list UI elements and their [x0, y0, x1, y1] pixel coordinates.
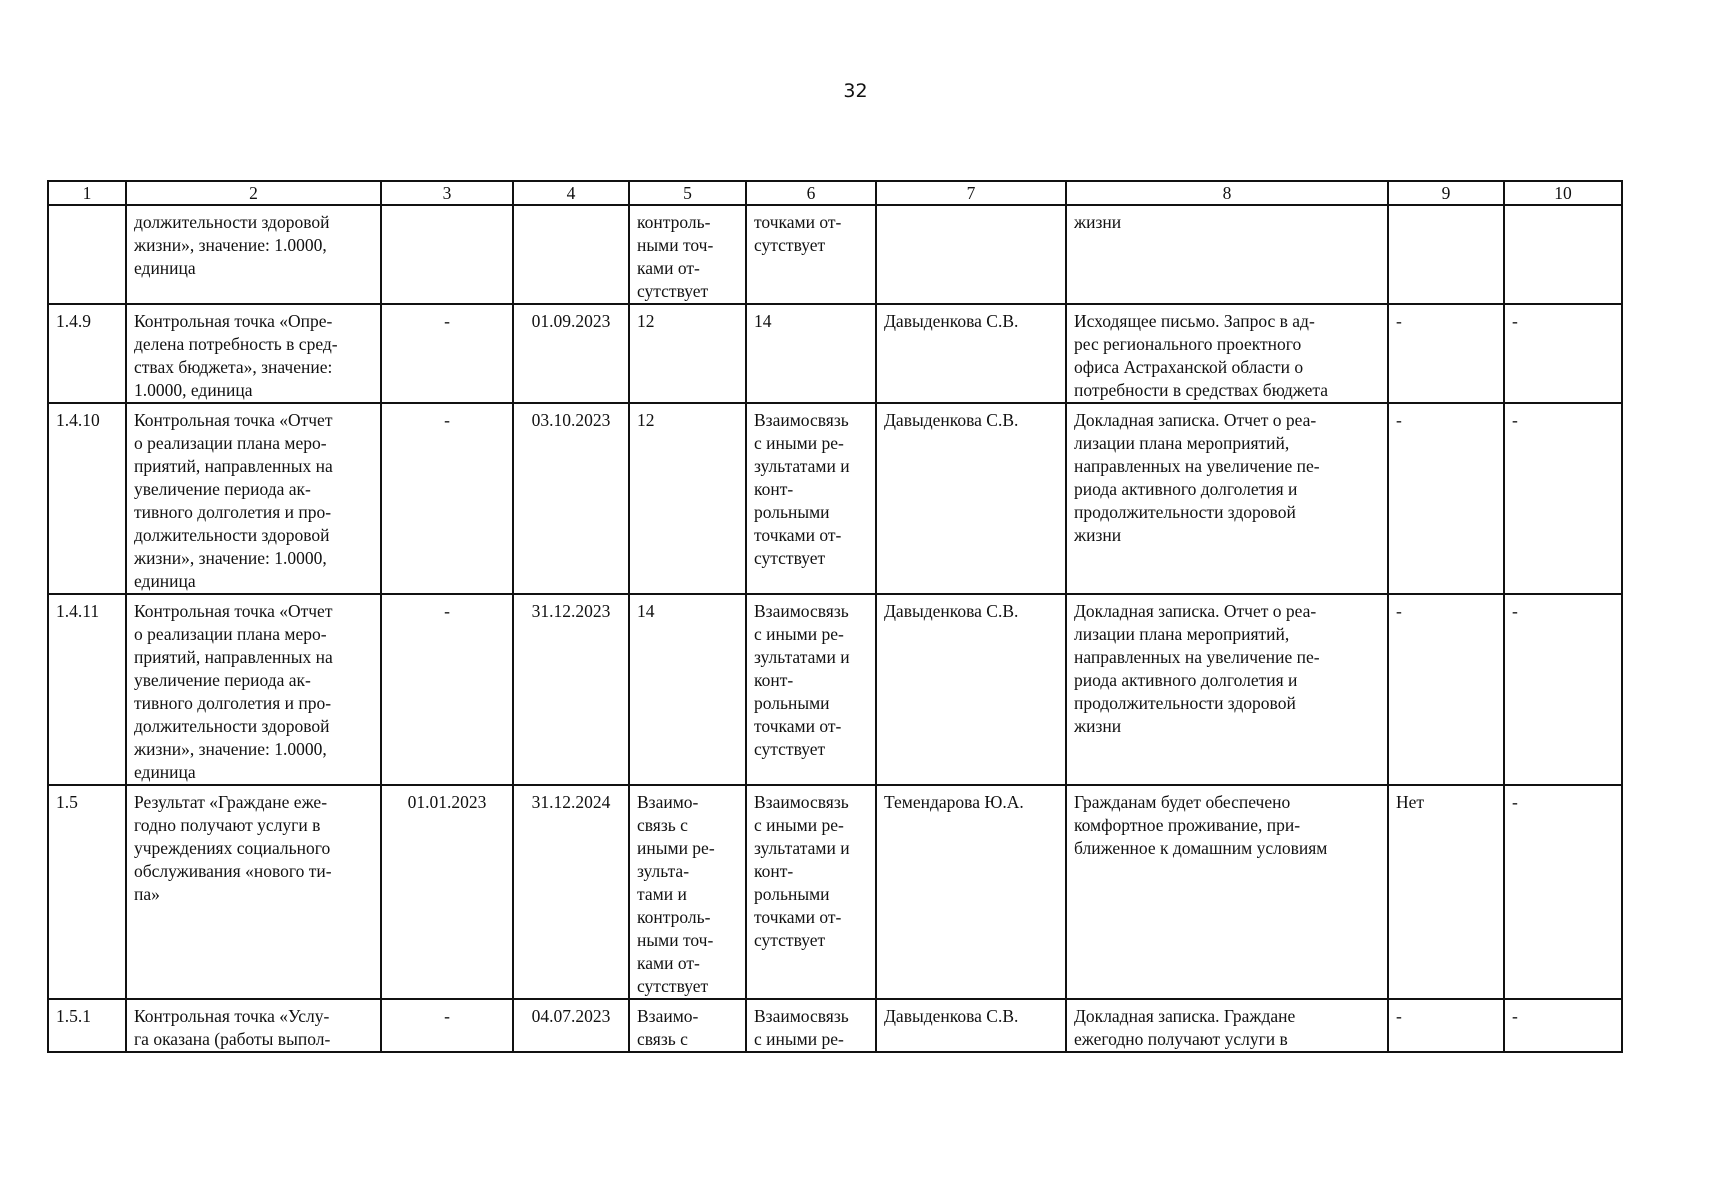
table-cell: 12 — [629, 304, 746, 403]
table-cell: 01.01.2023 — [381, 785, 513, 999]
column-header: 9 — [1388, 181, 1504, 205]
table-cell: - — [381, 999, 513, 1052]
table-cell: Темендарова Ю.А. — [876, 785, 1066, 999]
table-cell: 04.07.2023 — [513, 999, 629, 1052]
table-row — [48, 785, 1622, 999]
table-cell: - — [1504, 304, 1622, 403]
table-cell: - — [1504, 999, 1622, 1052]
table-cell: Взаимо- связь с — [629, 999, 746, 1052]
table-cell: 03.10.2023 — [513, 403, 629, 594]
table-cell: Контрольная точка «Услу- га оказана (работы выпол- — [126, 999, 381, 1052]
table-row — [48, 205, 1622, 304]
table-cell: Контрольная точка «Отчет о реализации плана меро- приятий, направленных на увеличение периода ак- тивного долголетия и про- должительности здоровой жизни», значение: 1.0000, единица — [126, 403, 381, 594]
column-header: 5 — [629, 181, 746, 205]
column-header: 7 — [876, 181, 1066, 205]
table-cell: контроль- ными точ- ками от- сутствует — [629, 205, 746, 304]
table-cell: Взаимо- связь с иными ре- зульта- тами и контроль- ными точ- ками от- сутствует — [629, 785, 746, 999]
column-header: 1 — [48, 181, 126, 205]
table-row — [48, 594, 1622, 785]
table-cell: Контрольная точка «Отчет о реализации плана меро- приятий, направленных на увеличение периода ак- тивного долголетия и про- должительности здоровой жизни», значение: 1.0000, единица — [126, 594, 381, 785]
table-cell: Взаимосвязь с иными ре- — [746, 999, 876, 1052]
table-cell: Давыденкова С.В. — [876, 304, 1066, 403]
table-cell: Результат «Граждане еже- годно получают услуги в учреждениях социального обслуживания «нового ти- па» — [126, 785, 381, 999]
table-cell: 12 — [629, 403, 746, 594]
table-cell: - — [1388, 594, 1504, 785]
table-cell: 01.09.2023 — [513, 304, 629, 403]
table-cell: Докладная записка. Отчет о реа- лизации плана мероприятий, направленных на увеличение пе- риода активного долголетия и продолжительности здоровой жизни — [1066, 594, 1388, 785]
table-cell: 14 — [746, 304, 876, 403]
table-cell: 1.5.1 — [48, 999, 126, 1052]
table-cell: - — [1504, 403, 1622, 594]
table-row — [48, 999, 1622, 1052]
table-cell: Контрольная точка «Опре- делена потребность в сред- ствах бюджета», значение: 1.0000, единица — [126, 304, 381, 403]
table-cell: Исходящее письмо. Запрос в ад- рес регионального проектного офиса Астраханской области о потребности в средствах бюджета — [1066, 304, 1388, 403]
table-cell: Докладная записка. Отчет о реа- лизации плана мероприятий, направленных на увеличение пе- риода активного долголетия и продолжительности здоровой жизни — [1066, 403, 1388, 594]
column-header: 8 — [1066, 181, 1388, 205]
data-table — [47, 180, 1623, 1053]
table-cell: 14 — [629, 594, 746, 785]
table-cell: - — [1388, 403, 1504, 594]
table-cell: - — [1388, 999, 1504, 1052]
column-header: 6 — [746, 181, 876, 205]
column-header: 2 — [126, 181, 381, 205]
table-cell: должительности здоровой жизни», значение: 1.0000, единица — [126, 205, 381, 304]
table-cell: Взаимосвязь с иными ре- зультатами и конт- рольными точками от- сутствует — [746, 403, 876, 594]
table-cell — [381, 205, 513, 304]
table-cell: Нет — [1388, 785, 1504, 999]
table-cell: Давыденкова С.В. — [876, 594, 1066, 785]
table-cell: - — [1388, 304, 1504, 403]
table-cell: - — [1504, 785, 1622, 999]
table-cell — [48, 205, 126, 304]
column-header: 3 — [381, 181, 513, 205]
table-row — [48, 304, 1622, 403]
table-cell: - — [1504, 594, 1622, 785]
column-header: 4 — [513, 181, 629, 205]
table-cell: Гражданам будет обеспечено комфортное проживание, при- ближенное к домашним условиям — [1066, 785, 1388, 999]
table-header-row — [48, 181, 1622, 205]
table-row — [48, 403, 1622, 594]
table-cell: 31.12.2023 — [513, 594, 629, 785]
table-cell: Давыденкова С.В. — [876, 403, 1066, 594]
table-cell: - — [381, 403, 513, 594]
table-cell: Взаимосвязь с иными ре- зультатами и конт- рольными точками от- сутствует — [746, 594, 876, 785]
table-cell — [1504, 205, 1622, 304]
column-header: 10 — [1504, 181, 1622, 205]
table-cell: жизни — [1066, 205, 1388, 304]
page-number: 32 — [843, 80, 868, 102]
table-cell: - — [381, 304, 513, 403]
table-cell — [513, 205, 629, 304]
table-cell: 1.4.9 — [48, 304, 126, 403]
table-cell: 1.4.11 — [48, 594, 126, 785]
table-cell: 31.12.2024 — [513, 785, 629, 999]
table-cell: Взаимосвязь с иными ре- зультатами и конт- рольными точками от- сутствует — [746, 785, 876, 999]
table-cell: Давыденкова С.В. — [876, 999, 1066, 1052]
table-cell: 1.4.10 — [48, 403, 126, 594]
table-cell: 1.5 — [48, 785, 126, 999]
table-cell: - — [381, 594, 513, 785]
table-cell — [1388, 205, 1504, 304]
table-cell: точками от- сутствует — [746, 205, 876, 304]
table-cell: Докладная записка. Граждане ежегодно получают услуги в — [1066, 999, 1388, 1052]
table-cell — [876, 205, 1066, 304]
